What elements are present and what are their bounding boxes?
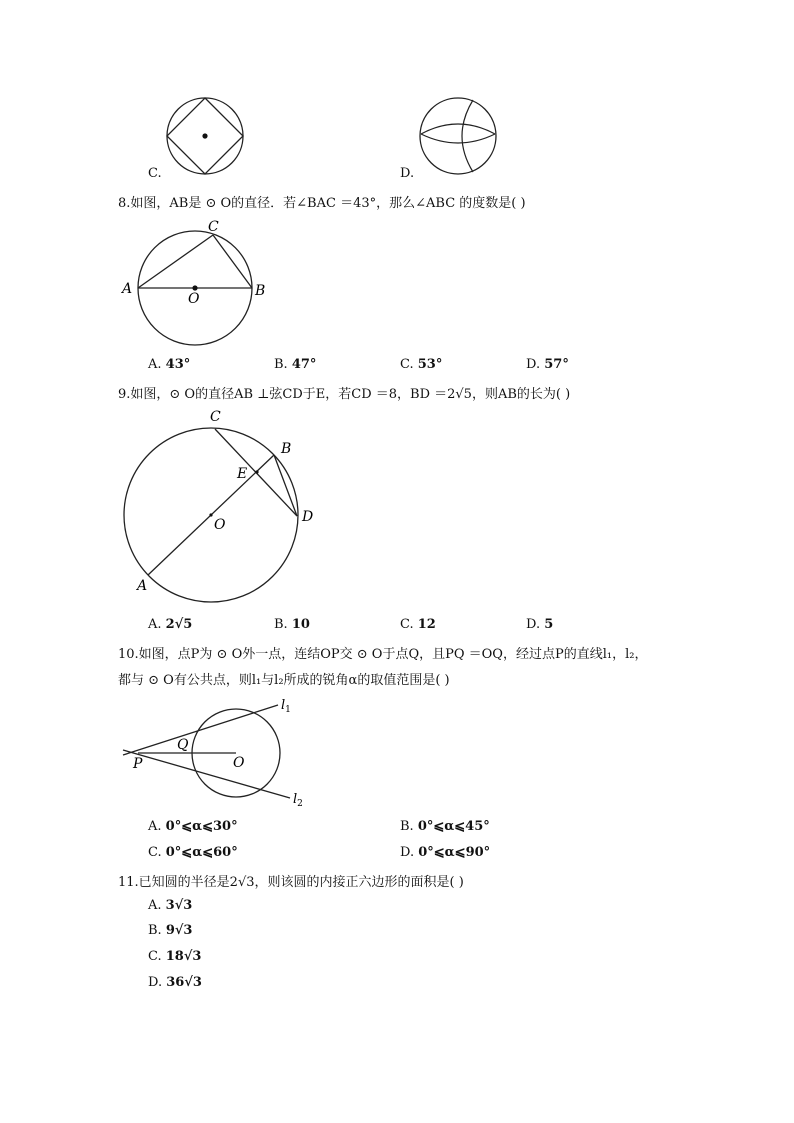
q7-figure-d: [415, 94, 505, 179]
q9-label-a: A: [137, 578, 148, 594]
q8-label-b: B: [255, 283, 266, 299]
q9-label-e: E: [237, 466, 248, 482]
q8-option-a[interactable]: A. 43°: [148, 357, 191, 372]
q8-option-b[interactable]: B. 47°: [274, 357, 317, 372]
q9-label-c: C: [210, 409, 221, 425]
q8-option-c[interactable]: C. 53°: [400, 357, 443, 372]
q10-label-l1: $l_1$: [281, 698, 291, 715]
q10-figure: [118, 695, 318, 810]
q7-figure-c: [160, 94, 255, 179]
q8-label-a: A: [122, 281, 133, 297]
q9-stem: 9.如图，⊙ O的直径AB ⊥弦CD于E，若CD ＝8，BD ＝2√5，则AB的长为( ): [118, 387, 571, 402]
q9-label-d: D: [302, 509, 314, 525]
q8-label-c: C: [208, 219, 219, 235]
q10-label-l2: $l_2$: [293, 792, 303, 809]
q11-option-a[interactable]: A. 3√3: [148, 898, 193, 913]
q9-label-o: O: [214, 517, 226, 533]
q10-option-a[interactable]: A. 0°⩽α⩽30°: [148, 819, 238, 834]
q9-label-b: B: [281, 441, 292, 457]
q10-option-b[interactable]: B. 0°⩽α⩽45°: [400, 819, 490, 834]
q11-option-b[interactable]: B. 9√3: [148, 923, 193, 938]
q8-label-o: O: [188, 291, 200, 307]
q10-label-q: Q: [177, 737, 189, 753]
q7-option-c[interactable]: C.: [148, 166, 162, 181]
q10-option-c[interactable]: C. 0°⩽α⩽60°: [148, 845, 238, 860]
q10-stem-line1: 10.如图，点P为 ⊙ O外一点，连结OP交 ⊙ O于点Q，且PQ ＝OQ，经过点P的直线l₁，l₂，: [118, 647, 648, 662]
q9-option-c[interactable]: C. 12: [400, 617, 436, 632]
q9-option-a[interactable]: A. 2√5: [148, 617, 193, 632]
q10-label-o: O: [233, 755, 245, 771]
q8-figure: [118, 215, 278, 355]
q7-option-d[interactable]: D.: [400, 166, 415, 181]
q10-label-p: P: [133, 756, 143, 772]
q8-stem: 8.如图，AB是 ⊙ O的直径．若∠BAC ＝43°，那么∠ABC 的度数是( ): [118, 196, 526, 211]
q11-option-d[interactable]: D. 36√3: [148, 975, 202, 990]
q9-option-b[interactable]: B. 10: [274, 617, 310, 632]
q9-figure: [118, 405, 328, 605]
q10-stem-line2: 都与 ⊙ O有公共点，则l₁与l₂所成的锐角α的取值范围是( ): [118, 673, 450, 688]
q11-stem: 11.已知圆的半径是2√3，则该圆的内接正六边形的面积是( ): [118, 875, 464, 890]
q10-option-d[interactable]: D. 0°⩽α⩽90°: [400, 845, 491, 860]
q11-option-c[interactable]: C. 18√3: [148, 949, 202, 964]
q9-option-d[interactable]: D. 5: [526, 617, 554, 632]
q8-option-d[interactable]: D. 57°: [526, 357, 569, 372]
